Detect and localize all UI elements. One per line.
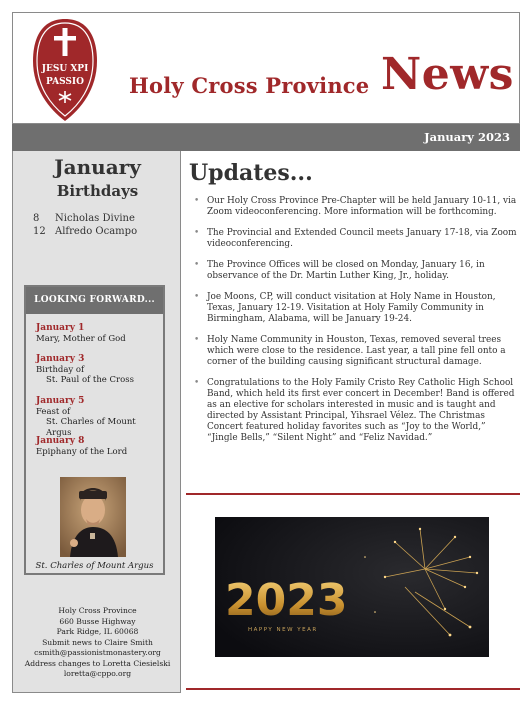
update-item bbox=[190, 260, 518, 282]
event-text: St. Charles of Mount Argus bbox=[46, 417, 136, 438]
update-item bbox=[190, 292, 518, 325]
birthday-name: Nicholas Divine bbox=[55, 213, 135, 224]
bullet-icon: • bbox=[194, 260, 200, 270]
event-date: January 1 bbox=[36, 323, 85, 333]
address-line: Address changes to Loretta Ciesielski bbox=[24, 658, 171, 668]
birthdays-heading: Birthdays bbox=[56, 182, 139, 200]
email-link[interactable]: csmith@passionistmonastery.org bbox=[34, 648, 161, 657]
event-item bbox=[36, 396, 163, 438]
date-banner bbox=[12, 124, 520, 151]
province-title: Holy Cross Province bbox=[129, 73, 370, 98]
birthdays-month: January bbox=[54, 155, 141, 179]
email-link[interactable]: loretta@cppo.org bbox=[63, 669, 132, 678]
address-line: 660 Busse Highway bbox=[59, 616, 136, 626]
news-title: News bbox=[381, 49, 514, 100]
year-text: 2023 bbox=[225, 575, 348, 626]
update-text: Holy Name Community in Houston, Texas, removed several trees which were close to the residence. Last year, a tall pine fell onto a corner of the building causing significant structural damage. bbox=[207, 335, 506, 367]
bullet-icon: • bbox=[194, 292, 200, 302]
update-item bbox=[190, 228, 518, 250]
looking-forward-body bbox=[26, 314, 163, 573]
address-line: Park Ridge, IL 60068 bbox=[56, 627, 139, 636]
update-text: Congratulations to the Holy Family Cristo Rey Catholic High School Band, which held its first ever concert in December! Band is offered as an elective for scholars interested in music and is taught and directed by Assistant Principal, Yihsrael Vélez. The Christmas Concert featured holiday favorites such as “Joy to the World,” “Jingle Bells,” “Silent Night” and “Feliz Navidad.” bbox=[207, 378, 515, 443]
bullet-icon: • bbox=[194, 196, 200, 206]
update-item bbox=[190, 335, 518, 368]
bullet-icon: • bbox=[194, 228, 200, 238]
sidebar bbox=[12, 151, 181, 693]
saint-portrait bbox=[60, 477, 126, 557]
new-year-image bbox=[215, 517, 489, 657]
event-item bbox=[36, 323, 126, 344]
update-item bbox=[190, 378, 518, 444]
address-block bbox=[13, 606, 182, 680]
passionist-emblem-icon bbox=[31, 17, 99, 123]
event-item bbox=[36, 436, 127, 457]
updates-list bbox=[190, 196, 518, 454]
event-text: Epiphany of the Lord bbox=[36, 446, 128, 457]
update-item bbox=[190, 196, 518, 218]
greeting-text: HAPPY NEW YEAR bbox=[248, 627, 318, 633]
event-date: January 5 bbox=[36, 396, 85, 406]
update-text: The Province Offices will be closed on Monday, January 16, in observance of the Dr. Martin Luther King, Jr., holiday. bbox=[207, 260, 485, 281]
looking-forward-box bbox=[24, 285, 165, 575]
update-text: Our Holy Cross Province Pre-Chapter will be held January 10-11, via Zoom videoconferencing. More information will be forthcoming. bbox=[207, 196, 517, 217]
birthday-day: 8 bbox=[33, 213, 40, 224]
birthday-item bbox=[33, 225, 137, 238]
section-divider bbox=[186, 688, 520, 690]
updates-heading: Updates... bbox=[189, 160, 313, 186]
masthead bbox=[12, 12, 520, 124]
event-date: January 3 bbox=[36, 354, 85, 364]
update-text: The Provincial and Extended Council meets January 17-18, via Zoom videoconferencing. bbox=[207, 228, 517, 249]
event-item bbox=[36, 354, 134, 386]
birthday-item bbox=[33, 212, 137, 225]
birthday-day: 12 bbox=[33, 226, 46, 237]
emblem-text-line1: JESU XPI bbox=[41, 64, 89, 74]
looking-forward-heading: LOOKING FORWARD... bbox=[26, 287, 163, 314]
update-text: Joe Moons, CP, will conduct visitation at Holy Name in Houston, Texas, January 12-19. Visitation at Holy Family Community in Birmingham, Alabama, will be January 19-24. bbox=[207, 292, 496, 324]
address-line: Holy Cross Province bbox=[58, 606, 137, 615]
section-divider bbox=[186, 493, 520, 495]
bullet-icon: • bbox=[194, 378, 200, 388]
bullet-icon: • bbox=[194, 335, 200, 345]
event-text: Birthday of bbox=[36, 364, 85, 375]
event-text: Mary, Mother of God bbox=[36, 333, 126, 344]
birthday-name: Alfredo Ocampo bbox=[55, 226, 138, 237]
address-line: Submit news to Claire Smith bbox=[42, 637, 153, 647]
event-text: Feast of bbox=[36, 406, 71, 417]
birthday-list bbox=[33, 212, 137, 238]
event-text: St. Paul of the Cross bbox=[46, 375, 134, 385]
event-date: January 8 bbox=[36, 436, 85, 446]
issue-date: January 2023 bbox=[424, 130, 510, 144]
emblem-text-line2: PASSIO bbox=[46, 77, 84, 87]
portrait-caption: St. Charles of Mount Argus bbox=[35, 561, 154, 571]
